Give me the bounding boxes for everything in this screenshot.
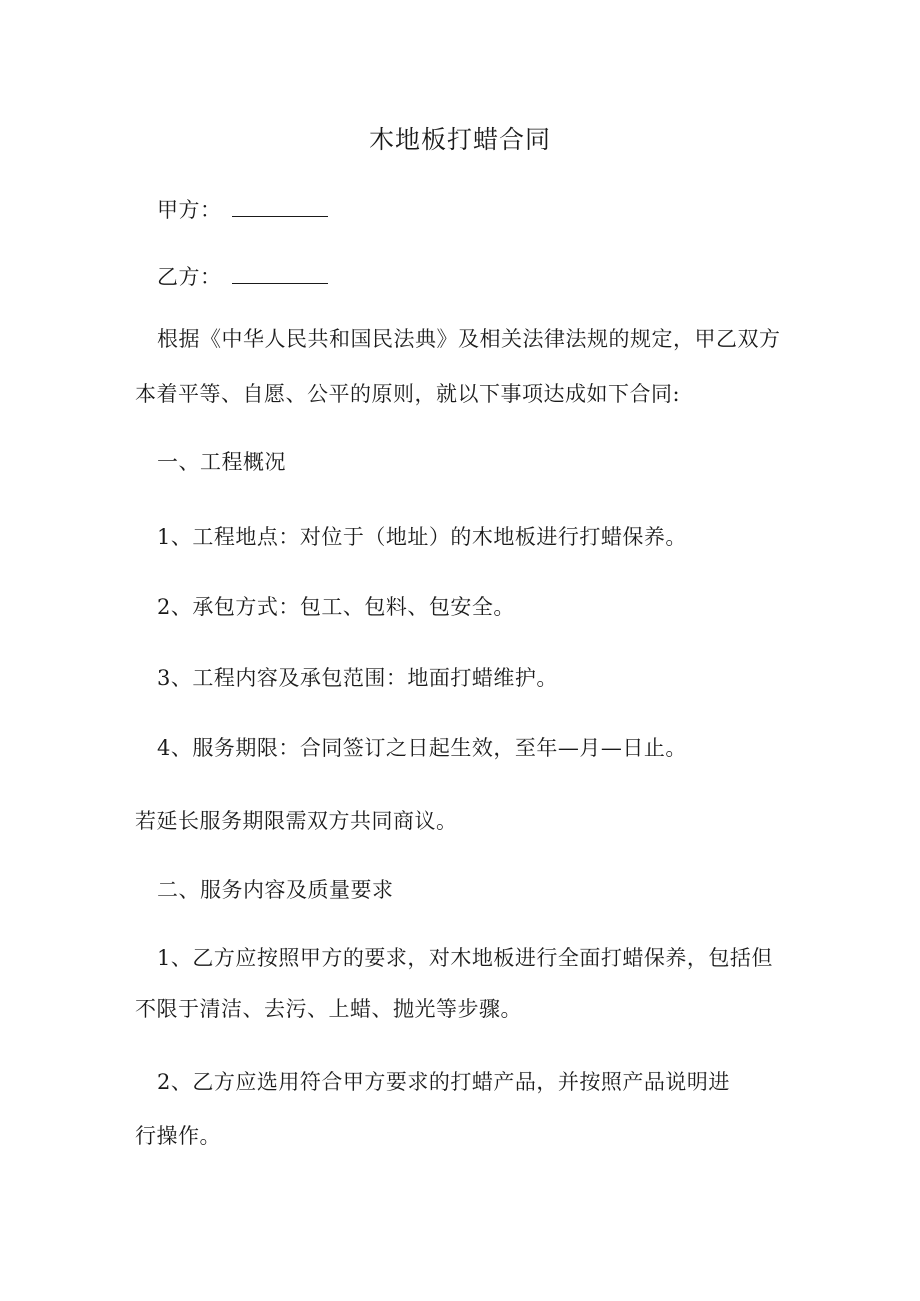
section-2-item-2-line-2: 行操作。 [135, 1124, 221, 1148]
section-1-item-1: 1、工程地点：对位于（地址）的木地板进行打蜡保养。 [157, 525, 687, 549]
party-b-label: 乙方： [157, 265, 222, 289]
section-1-item-4-line-1: 4、服务期限：合同签订之日起生效，至年—月—日止。 [157, 736, 687, 760]
document-title: 木地板打蜡合同 [368, 125, 551, 154]
section-2-item-1-line-1: 1、乙方应按照甲方的要求，对木地板进行全面打蜡保养，包括但 [157, 946, 773, 970]
preamble-line-1: 根据《中华人民共和国民法典》及相关法律法规的规定，甲乙双方 [157, 327, 781, 351]
section-2-item-2-line-1: 2、乙方应选用符合甲方要求的打蜡产品，并按照产品说明进 [157, 1070, 730, 1094]
section-1-item-2: 2、承包方式：包工、包料、包安全。 [157, 595, 515, 619]
section-2-item-1-line-2: 不限于清洁、去污、上蜡、抛光等步骤。 [135, 997, 522, 1021]
preamble-line-2: 本着平等、自愿、公平的原则，就以下事项达成如下合同: [135, 382, 681, 406]
section-2-heading: 二、服务内容及质量要求 [157, 878, 394, 902]
party-a-blank [232, 196, 328, 217]
party-b-blank [232, 263, 328, 284]
section-1-heading: 一、工程概况 [157, 450, 286, 474]
party-b-line [157, 263, 328, 291]
party-a-line [157, 196, 328, 224]
section-1-item-4-line-2: 若延长服务期限需双方共同商议。 [135, 809, 458, 833]
section-1-item-3: 3、工程内容及承包范围：地面打蜡维护。 [157, 666, 558, 690]
party-a-label: 甲方： [157, 198, 222, 222]
